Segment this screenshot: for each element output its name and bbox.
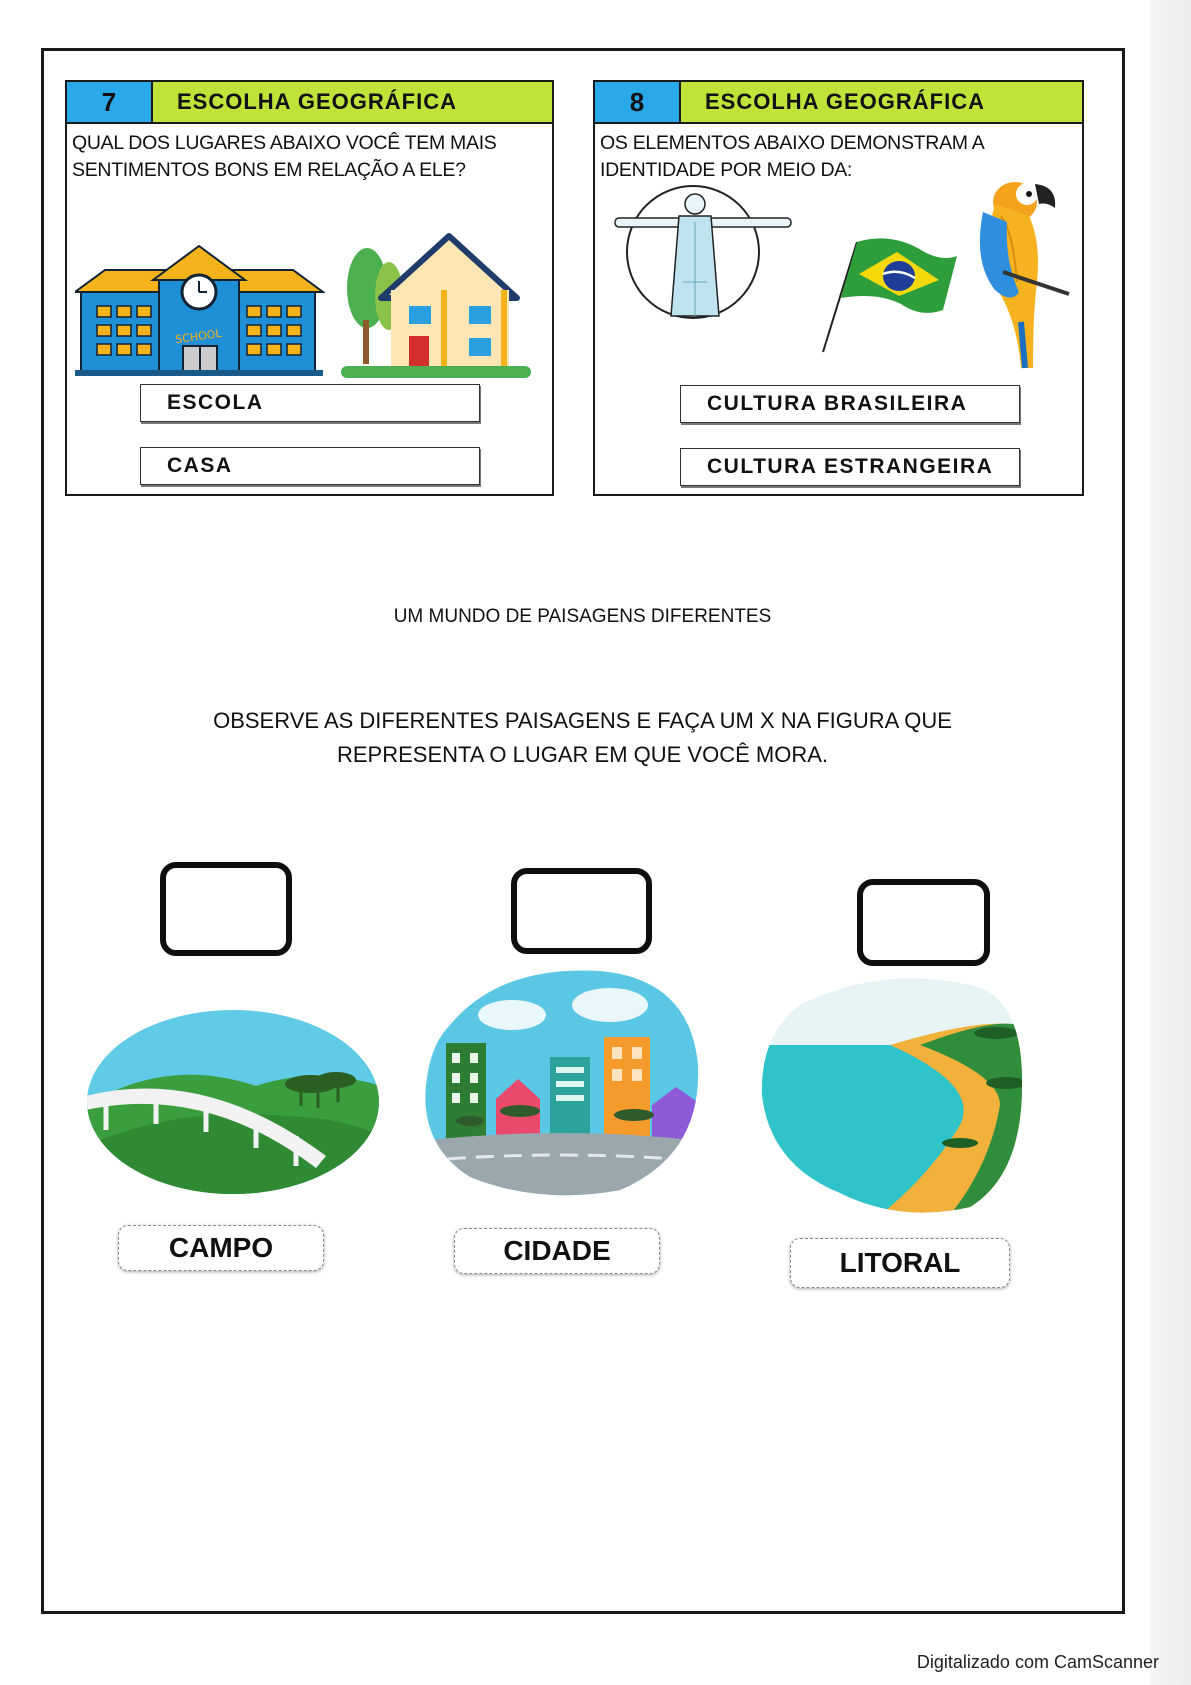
question-card-8: [593, 80, 1084, 496]
scan-edge-shadow: [1150, 0, 1191, 1685]
card-header: [67, 82, 552, 124]
answer-box-cidade[interactable]: [511, 868, 652, 954]
question-number: 8: [595, 82, 681, 122]
macaw-illustration: [977, 172, 1077, 372]
instruction: [150, 704, 1015, 772]
school-illustration: [75, 240, 325, 380]
house-illustration: [341, 228, 531, 383]
label-campo: CAMPO: [118, 1225, 324, 1271]
option-cultura-brasileira[interactable]: CULTURA BRASILEIRA: [680, 385, 1020, 423]
brazil-flag-illustration: [821, 234, 961, 356]
school-sign-text: SCHOOL: [174, 326, 223, 347]
instruction-line-2: REPRESENTA O LUGAR EM QUE VOCÊ MORA.: [336, 742, 828, 767]
answer-box-litoral[interactable]: [857, 879, 990, 966]
option-escola[interactable]: ESCOLA: [140, 384, 480, 422]
card-title: ESCOLHA GEOGRÁFICA: [681, 82, 1082, 122]
card-header: [595, 82, 1082, 124]
instruction-line-1: OBSERVE AS DIFERENTES PAISAGENS E FAÇA UM X NA FIGURA QUE: [213, 708, 952, 733]
label-cidade: CIDADE: [454, 1228, 660, 1274]
cidade-landscape: [420, 965, 702, 1200]
question-text: OS ELEMENTOS ABAIXO DEMONSTRAM A IDENTIDADE POR MEIO DA:: [600, 132, 984, 181]
option-casa[interactable]: CASA: [140, 447, 480, 485]
christ-redeemer-illustration: [609, 182, 809, 322]
campo-landscape: [86, 1006, 381, 1196]
question-card-7: [65, 80, 554, 496]
card-title: ESCOLHA GEOGRÁFICA: [153, 82, 552, 122]
section-title: UM MUNDO DE PAISAGENS DIFERENTES: [393, 606, 772, 627]
answer-box-campo[interactable]: [160, 862, 292, 956]
litoral-landscape: [760, 975, 1023, 1215]
question-number: 7: [67, 82, 153, 122]
option-cultura-estrangeira[interactable]: CULTURA ESTRANGEIRA: [680, 448, 1020, 486]
footer-scanner-note: Digitalizado com CamScanner: [916, 1652, 1159, 1672]
question-text: QUAL DOS LUGARES ABAIXO VOCÊ TEM MAIS SENTIMENTOS BONS EM RELAÇÃO A ELE?: [72, 132, 497, 181]
label-litoral: LITORAL: [790, 1238, 1010, 1288]
